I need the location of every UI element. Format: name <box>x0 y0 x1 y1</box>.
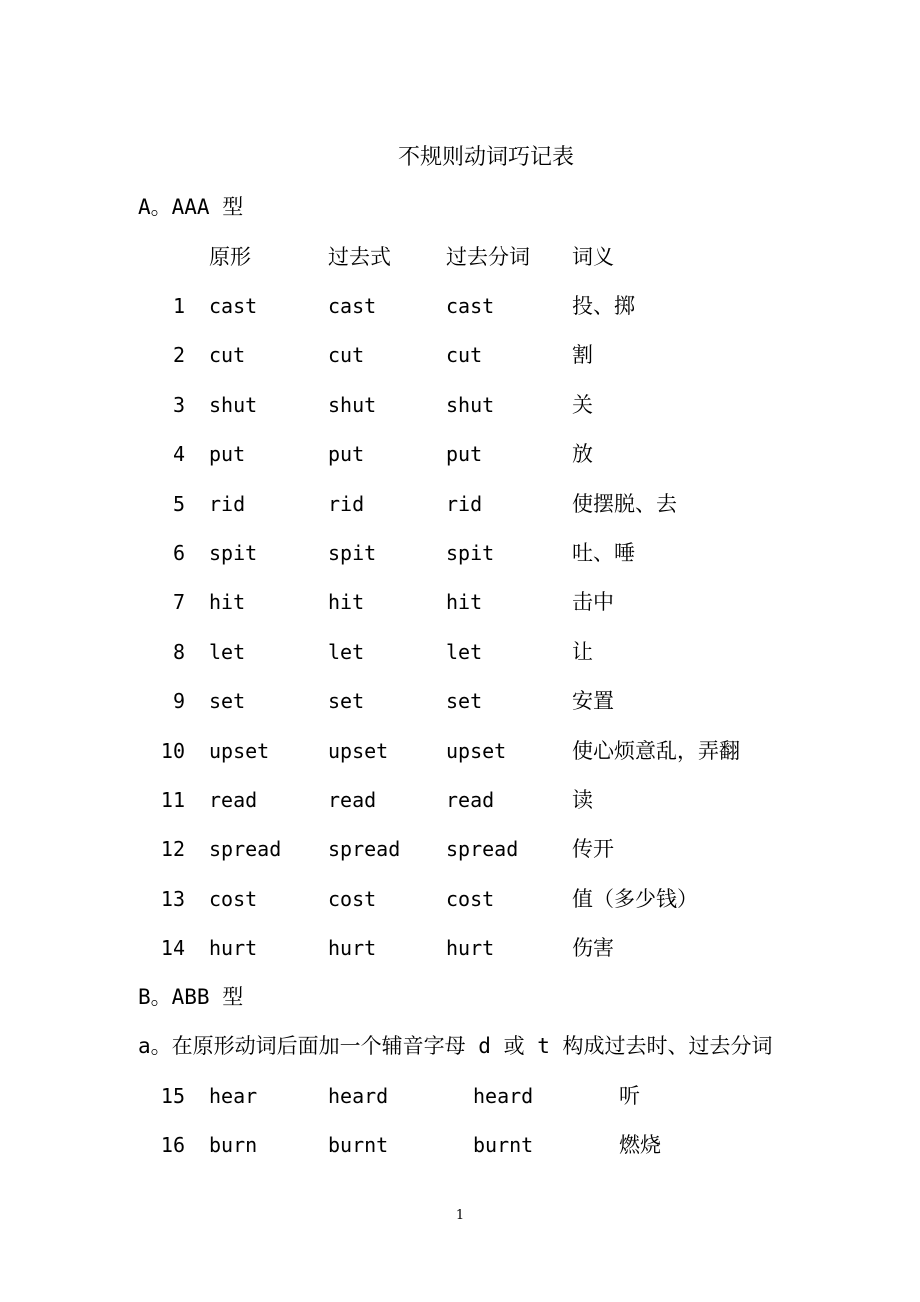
row-number: 5 <box>172 491 185 516</box>
verb-base: cut <box>209 343 246 368</box>
verb-past: read <box>328 788 377 812</box>
verb-past: cut <box>328 343 365 368</box>
verb-base: spit <box>209 541 258 565</box>
verb-past-participle: burnt <box>473 1133 534 1158</box>
table-row <box>0 933 920 963</box>
verb-meaning: 安置 <box>572 689 614 714</box>
column-header-meaning: 词义 <box>572 245 614 269</box>
verb-meaning: 吐、唾 <box>572 541 635 565</box>
verb-base: upset <box>209 738 270 763</box>
row-number: 2 <box>172 343 185 368</box>
verb-base: hit <box>209 590 246 615</box>
verb-base: set <box>209 689 246 714</box>
verb-base: let <box>209 639 246 664</box>
column-header-base: 原形 <box>209 245 251 269</box>
verb-meaning: 读 <box>572 788 593 812</box>
table-row <box>0 736 920 766</box>
row-number: 16 <box>160 1133 185 1158</box>
verb-base: read <box>209 788 258 812</box>
verb-base: put <box>209 442 246 467</box>
verb-past: hurt <box>328 936 377 961</box>
verb-past-participle: spread <box>446 837 519 862</box>
table-row <box>0 686 920 716</box>
verb-base: hurt <box>209 936 258 961</box>
verb-base: cost <box>209 886 258 911</box>
row-number: 11 <box>160 788 185 812</box>
section-b-heading: B。ABB 型 <box>138 985 244 1009</box>
verb-past-participle: spit <box>446 541 495 565</box>
verb-meaning: 割 <box>572 343 593 368</box>
page-title: 不规则动词巧记表 <box>397 145 574 170</box>
page-number: 1 <box>455 1208 465 1223</box>
table-row <box>0 834 920 864</box>
verb-past: spit <box>328 541 377 565</box>
row-number: 9 <box>172 689 185 714</box>
verb-base: shut <box>209 392 258 417</box>
table-row <box>0 439 920 469</box>
verb-meaning: 击中 <box>572 590 614 615</box>
row-number: 4 <box>172 442 185 467</box>
verb-past: shut <box>328 392 377 417</box>
verb-past: spread <box>328 837 401 862</box>
table-row <box>0 1130 920 1160</box>
verb-past-participle: put <box>446 442 483 467</box>
verb-base: rid <box>209 491 246 516</box>
verb-past-participle: rid <box>446 491 483 516</box>
verb-meaning: 值（多少钱） <box>572 886 698 911</box>
verb-past-participle: upset <box>446 738 507 763</box>
table-row <box>0 884 920 914</box>
table-row <box>0 340 920 370</box>
row-number: 3 <box>172 392 185 417</box>
verb-meaning: 传开 <box>572 837 614 862</box>
row-number: 13 <box>160 886 185 911</box>
column-header-past-participle: 过去分词 <box>446 245 530 269</box>
verb-past-participle: cost <box>446 886 495 911</box>
verb-meaning: 关 <box>572 392 593 417</box>
row-number: 1 <box>172 294 185 318</box>
verb-past-participle: shut <box>446 392 495 417</box>
verb-past: burnt <box>328 1133 389 1158</box>
row-number: 6 <box>172 541 185 565</box>
row-number: 15 <box>160 1084 185 1108</box>
verb-past-participle: cast <box>446 294 495 318</box>
verb-base: spread <box>209 837 282 862</box>
verb-past: cost <box>328 886 377 911</box>
verb-past-participle: set <box>446 689 483 714</box>
column-header-past: 过去式 <box>328 245 391 269</box>
row-number: 12 <box>160 837 185 862</box>
row-number: 7 <box>172 590 185 615</box>
verb-past: set <box>328 689 365 714</box>
verb-meaning: 使心烦意乱，弄翻 <box>572 738 740 763</box>
table-row <box>0 291 920 321</box>
verb-meaning: 投、掷 <box>572 294 635 318</box>
verb-base: burn <box>209 1133 258 1158</box>
table-row <box>0 390 920 420</box>
verb-past-participle: hurt <box>446 936 495 961</box>
verb-past: let <box>328 639 365 664</box>
verb-past: put <box>328 442 365 467</box>
table-row <box>0 538 920 568</box>
verb-meaning: 燃烧 <box>619 1133 661 1158</box>
verb-base: cast <box>209 294 258 318</box>
verb-past: heard <box>328 1084 389 1108</box>
table-row <box>0 587 920 617</box>
verb-meaning: 使摆脱、去 <box>572 491 677 516</box>
verb-past-participle: heard <box>473 1084 534 1108</box>
verb-past: upset <box>328 738 389 763</box>
verb-past-participle: read <box>446 788 495 812</box>
verb-past-participle: cut <box>446 343 483 368</box>
verb-past-participle: hit <box>446 590 483 615</box>
row-number: 10 <box>160 738 185 763</box>
table-row <box>0 489 920 519</box>
row-number: 8 <box>172 639 185 664</box>
verb-meaning: 听 <box>619 1084 640 1108</box>
verb-meaning: 放 <box>572 442 593 467</box>
verb-meaning: 让 <box>572 639 593 664</box>
table-row <box>0 637 920 667</box>
verb-base: hear <box>209 1084 258 1108</box>
table-row <box>0 785 920 815</box>
section-b-subheading: a。在原形动词后面加一个辅音字母 d 或 t 构成过去时、过去分词 <box>138 1034 773 1058</box>
verb-past: rid <box>328 491 365 516</box>
verb-meaning: 伤害 <box>572 936 614 961</box>
verb-past-participle: let <box>446 639 483 664</box>
verb-past: hit <box>328 590 365 615</box>
row-number: 14 <box>160 936 185 961</box>
verb-past: cast <box>328 294 377 318</box>
table-row <box>0 1081 920 1111</box>
table-header <box>0 242 920 272</box>
section-a-heading: A。AAA 型 <box>138 195 244 219</box>
